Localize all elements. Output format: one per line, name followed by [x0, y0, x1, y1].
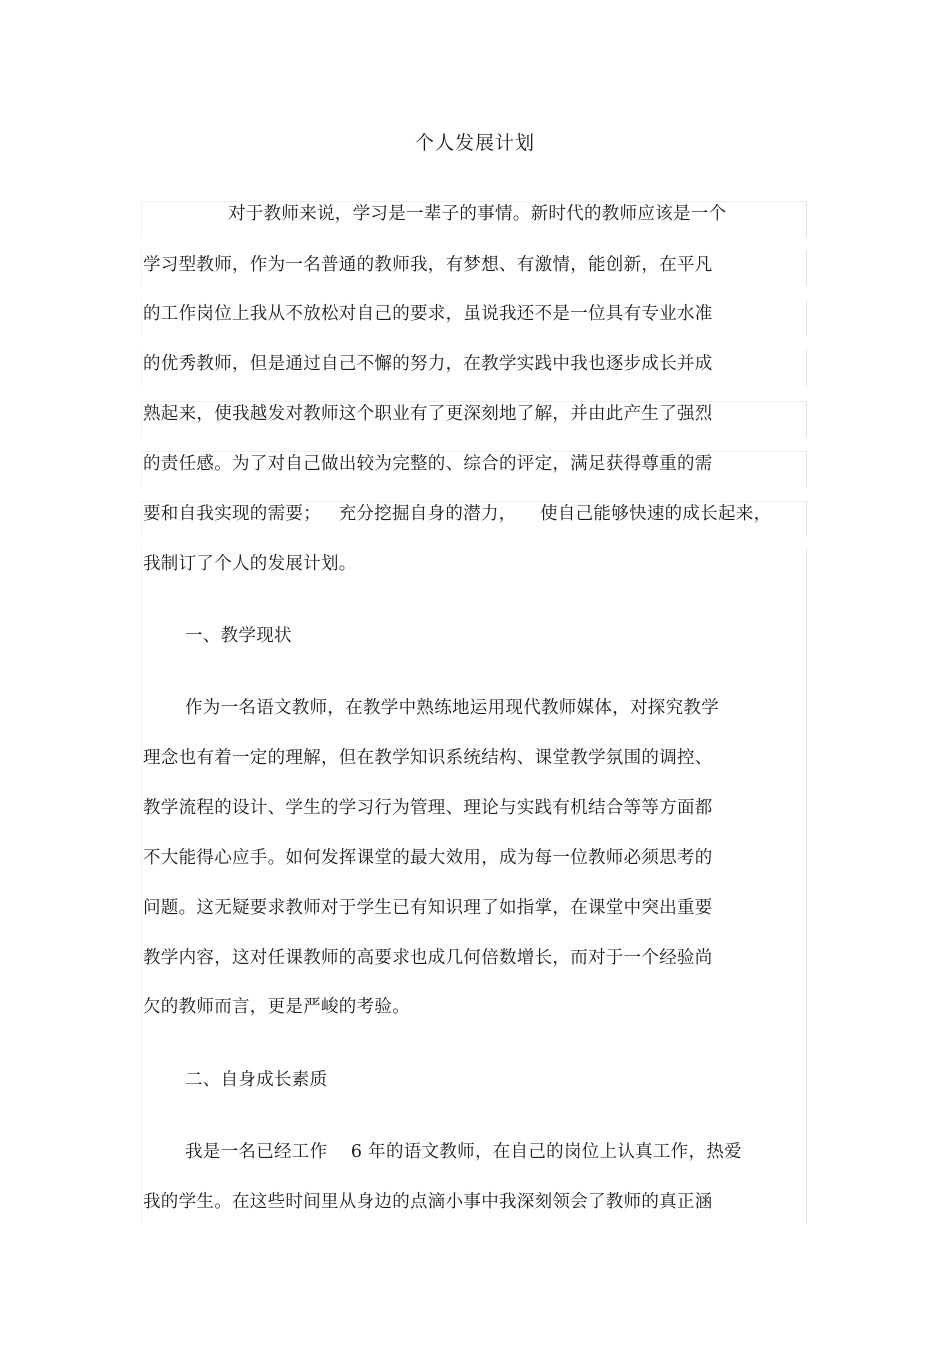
document-title: 个人发展计划 — [414, 132, 535, 154]
paragraph-line: 问题。这无疑要求教师对于学生已有知识理了如指掌，在课堂中突出重要 — [143, 898, 713, 918]
paragraph-line: 我的学生。在这些时间里从身边的点滴小事中我深刻领会了教师的真正涵 — [143, 1192, 713, 1212]
paragraph-line: 的工作岗位上我从不放松对自己的要求，虽说我还不是一位具有专业水准 — [143, 304, 713, 324]
paragraph-line: 我制订了个人的发展计划。 — [143, 554, 357, 574]
section-heading: 二、自身成长素质 — [185, 1070, 328, 1090]
paragraph-line: 欠的教师而言，更是严峻的考验。 — [143, 997, 410, 1017]
scan-frame — [141, 548, 807, 1224]
paragraph-line: 的优秀教师，但是通过自己不懈的努力，在教学实践中我也逐步成长并成 — [143, 354, 713, 374]
paragraph-line: 学习型教师，作为一名普通的教师我，有梦想、有激情，能创新，在平凡 — [143, 255, 713, 275]
paragraph-line: 教学流程的设计、学生的学习行为管理、理论与实践有机结合等等方面都 — [143, 798, 713, 818]
section-heading: 一、教学现状 — [185, 626, 292, 646]
paragraph-line: 教学内容，这对任课教师的高要求也成几何倍数增长，而对于一个经验尚 — [143, 948, 713, 968]
paragraph-line: 不大能得心应手。如何发挥课堂的最大效用，成为每一位教师必须思考的 — [143, 848, 713, 868]
paragraph-line: 的责任感。为了对自己做出较为完整的、综合的评定，满足获得尊重的需 — [143, 454, 713, 474]
paragraph-line: 理念也有着一定的理解，但在教学知识系统结构、课堂教学氛围的调控、 — [143, 748, 713, 768]
paragraph-line: 对于教师来说，学习是一辈子的事情。新时代的教师应该是一个 — [228, 204, 727, 224]
paragraph-line: 熟起来，使我越发对教师这个职业有了更深刻地了解，并由此产生了强烈 — [143, 404, 713, 424]
paragraph-line: 我是一名已经工作 6 年的语文教师，在自己的岗位上认真工作，热爱 — [185, 1142, 742, 1162]
paragraph-line: 作为一名语文教师，在教学中熟练地运用现代教师媒体，对探究教学 — [185, 698, 719, 718]
paragraph-line: 要和自我实现的需要； 充分挖掘自身的潜力， 使自己能够快速的成长起来， — [143, 504, 772, 524]
